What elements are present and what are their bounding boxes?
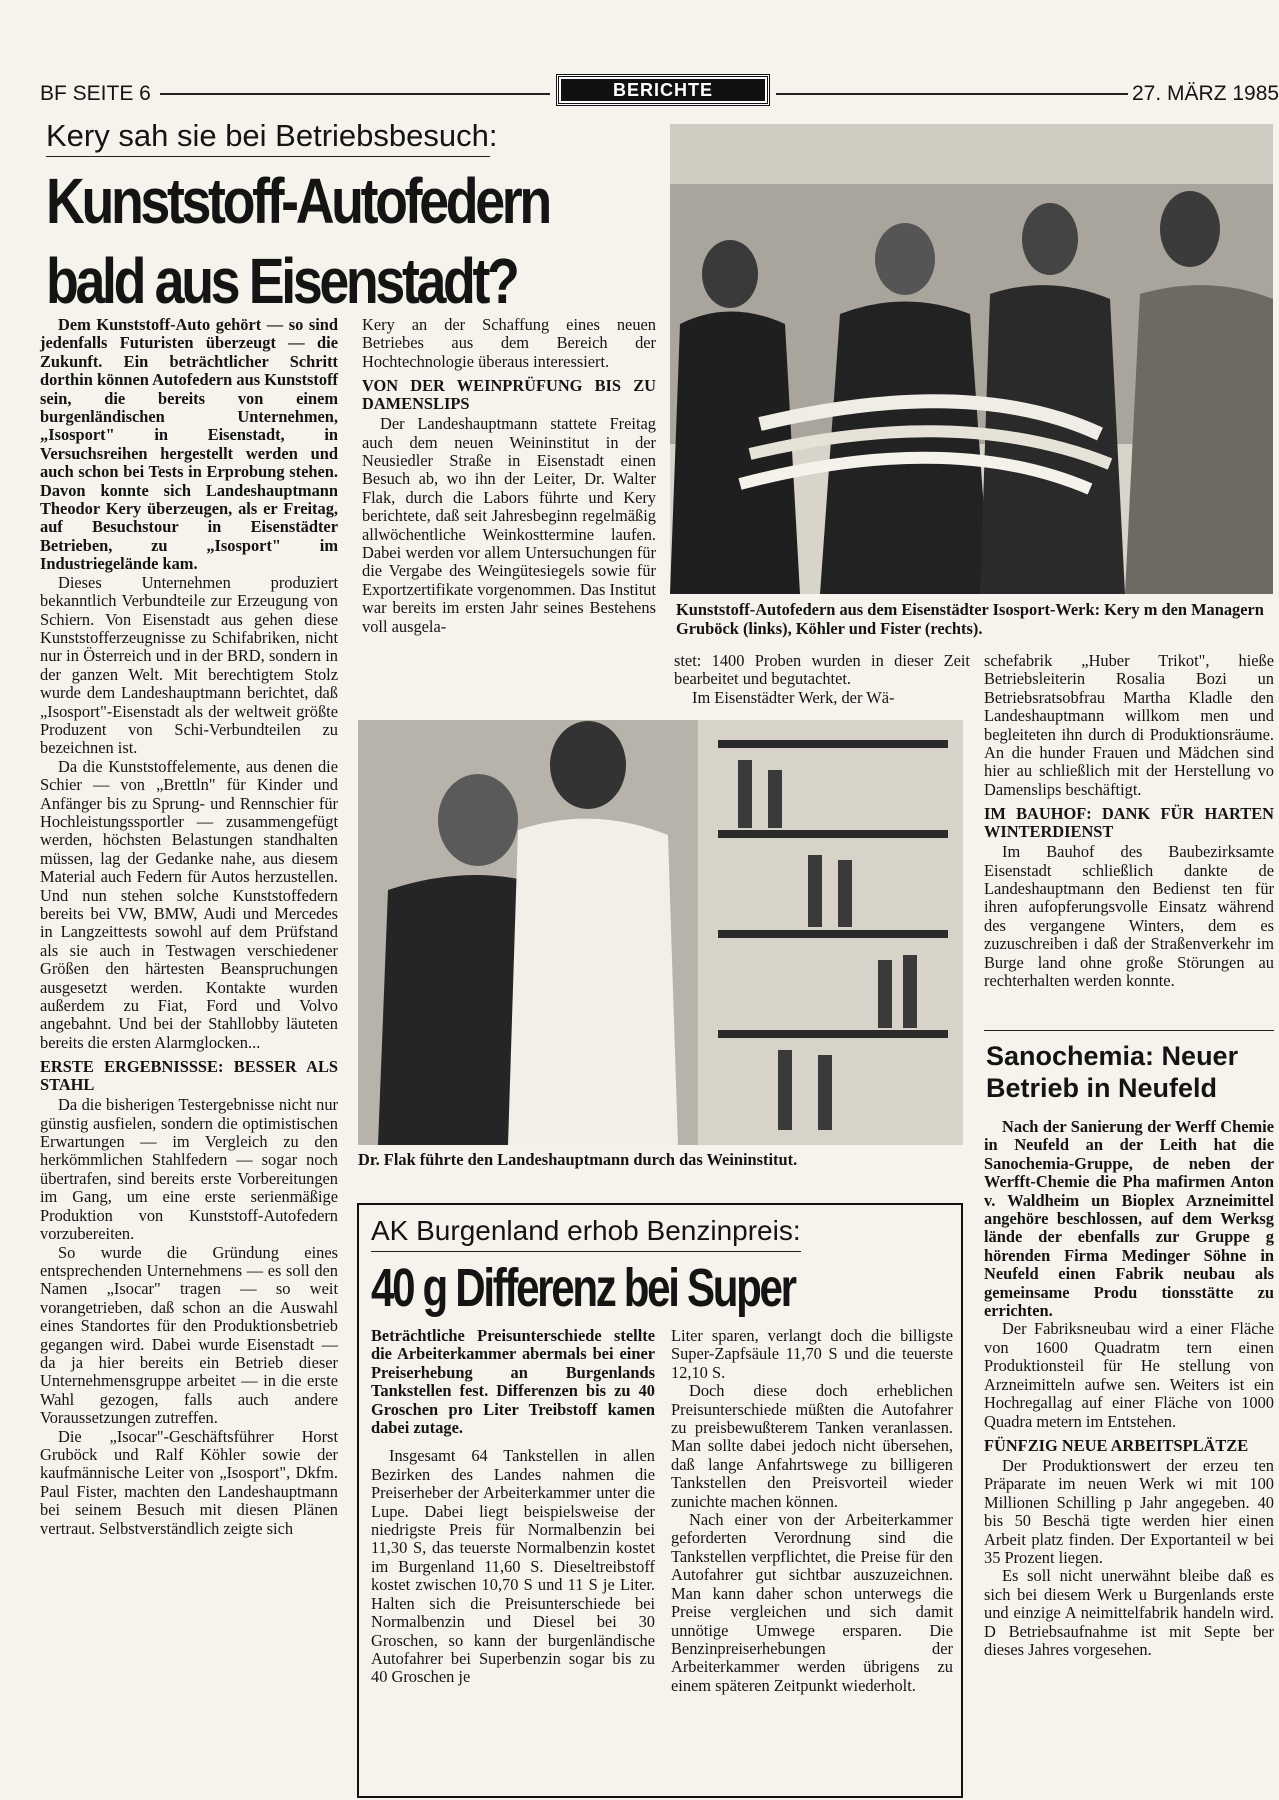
sano-paragraph: Es soll nicht unerwähnt bleibe daß es sich bei diesem Werk u Burgenlands erste und einzige A neimittelfabrik handeln wird. D Betriebsaufnahme ist mit Septe ber dieses Jahres vorgesehen. <box>984 1566 1274 1659</box>
photo-springs-image <box>670 124 1273 594</box>
main-paragraph: So wurde die Gründung eines entsprechenden Unternehmens — es soll den Namen „Isocar" tragen — so weit vorangetrieben, daß schon an die Auswahl eines Standortes für den Produktionsbetrieb gegangen wird. Dabei wurde Eisenstadt — da ja hier bereits ein Betrieb dieser Unternehmensgruppe arbeitet — in die erste Wahl gezogen, falls auch andere Voraussetzungen zutreffen. <box>40 1242 338 1428</box>
masthead-rule-right <box>776 93 1128 95</box>
ak-headline: 40 g Differenz bei Super <box>371 1258 795 1318</box>
main-headline-line2: bald aus Eisenstadt? <box>46 245 517 317</box>
section-label: BERICHTE <box>561 79 765 101</box>
main-paragraph: Im Bauhof des Baubezirksamte Eisenstadt schließlich dankte de Landeshauptmann den Bedienst ten für ihren aufopferungsvolle Einsatz während des vergangene Winters, dem es zuzuschreiben i daß der Straßenverkehr im Burge land ohne große Störungen au rechterhalten werden konnte. <box>984 842 1274 991</box>
main-subheading: VON DER WEINPRÜFUNG BIS ZU DAMENSLIPS <box>362 376 656 414</box>
main-column-1 <box>40 316 338 1538</box>
main-paragraph: Da die bisherigen Testergebnisse nicht nur günstig ausfielen, sondern die optimistischen Erwartungen — im Vergleich zu den herkömmlichen Stahlfedern — sogar noch übertrafen, sind bereits erste Vorbereitungen im Gang, um eine erste serienmäßige Produktion von Kunststoff-Autofedern vorzubereiten. <box>40 1095 338 1244</box>
sano-column <box>984 1118 1274 1659</box>
main-paragraph: Im Eisenstädter Werk, der Wä- <box>692 687 895 707</box>
photo-wine-institute <box>358 720 963 1145</box>
main-column-3 <box>674 652 970 707</box>
main-paragraph: Dieses Unternehmen produziert bekanntlich Verbundteile zur Erzeugung von Schiern. Von Eisenstadt aus gehen diese Kunststofferzeugnisse zu Schifabriken, nicht nur in Österreich und in der BRD, sondern in der ganzen Welt. Mit berechtigtem Stolz wurde dem Landeshauptmann berichtet, daß „Isosport"-Eisenstadt als der weltweit größte Produzent von Schi-Verbundteilen zu bezeichnen ist. <box>40 572 338 758</box>
photo-springs <box>670 124 1273 594</box>
ak-lead: Beträchtliche Preisunterschiede stellte die Arbeiterkammer abermals bei einer Preiserhebung an Burgenlands Tankstellen fest. Differenzen bis zu 40 Groschen pro Liter Treibstoff kamen dabei zutage. <box>371 1326 655 1438</box>
section-banner <box>556 74 770 106</box>
main-paragraph: schefabrik „Huber Trikot", hieße Betriebsleiterin Rosalia Bozi un Betriebsratsobfrau Martha Kladle den Landeshauptmann willkom men und begleiteten ihn durch di Produktionsräume. An die hunder Frauen und Mädchen sind hier au schließlich mit der Herstellung vo Damenslips beschäftigt. <box>984 651 1274 799</box>
main-subheading: IM BAUHOF: DANK FÜR HARTEN WINTERDIENST <box>984 804 1274 842</box>
sano-paragraph: Der Produktionswert der erzeu ten Präparate im neuen Werk wi mit 100 Millionen Schilling p Jahr angegeben. 40 bis 50 Beschä tigte werden hier einen Arbeit platz finden. Der Exportanteil w bei 35 Prozent liegen. <box>984 1455 1274 1567</box>
sano-paragraph: Der Fabriksneubau wird a einer Fläche von 1600 Quadratm tern einen Produktionsteil für He stellung von Arzneimitteln aufwe sen. Weiters ist ein Hochregallag auf einer Fläche von 1000 Quadra metern im Entstehen. <box>984 1319 1274 1431</box>
sano-subheading: FÜNFZIG NEUE ARBEITSPLÄTZE <box>984 1435 1249 1455</box>
main-paragraph: Kery an der Schaffung eines neuen Betriebes aus dem Bereich der Hochtechnologie überaus interessiert. <box>362 315 656 371</box>
sano-headline: Sanochemia: Neuer Betrieb in Neufeld <box>986 1041 1239 1103</box>
main-column-4 <box>984 652 1274 991</box>
ak-column-1 <box>371 1327 655 1687</box>
main-kicker: Kery sah sie bei Betriebsbesuch: <box>46 118 498 153</box>
main-paragraph: Die „Isocar"-Geschäftsführer Horst Gruböck und Ralf Köhler sowie der kaufmännische Leiter von „Isosport", Dkfm. Paul Fister, machten den Landeshauptmann bei seinem Besuch mit diesen Plänen vertraut. Selbstverständlich zeigte sich <box>40 1426 338 1538</box>
main-lead: Dem Kunststoff-Auto gehört — so sind jedenfalls Futuristen überzeugt — die Zukunft. Ein beträchtlicher Schritt dorthin können Autofedern aus Kunststoff sein, die bereits von einem burgenländischen Unternehmen, „Isosport" in Eisenstadt, in Versuchsreihen hergestellt werden und auch schon bei Tests in Erprobung stehen. Davon konnte sich Landeshauptmann Theodor Kery überzeugen, als er Freitag, auf Besuchstour in Eisenstädter Betrieben, zu „Isosport" im Industriegelände kam. <box>40 315 338 574</box>
kicker-underline <box>46 156 490 157</box>
main-column-2 <box>362 316 656 636</box>
photo-springs-caption: Kunststoff-Autofedern aus dem Eisenstädter Isosport-Werk: Kery m den Managern Gruböck (links), Köhler und Fister (rechts). <box>676 600 1264 638</box>
issue-date: 27. MÄRZ 1985 <box>1132 82 1279 105</box>
ak-paragraph: Liter sparen, verlangt doch die billigste Super-Zapfsäule 11,70 S und die teuerste 12,10 S. <box>671 1326 953 1382</box>
sano-lead: Nach der Sanierung der Werff Chemie in Neufeld an der Leith hat die Sanochemia-Gruppe, de neben der Werfft-Chemie die Pha mafirmen Anton v. Waldheim un Bioplex Arzneimittel angehöre beschlossen, auf dem Werksg lände der ebenfalls zur Gruppe g hörenden Firma Medinger Söhne in Neufeld einen Fabrik neubau als gemeinsame Produ tionsstätte zu errichten. <box>984 1117 1274 1321</box>
ak-article-box <box>357 1203 963 1798</box>
main-paragraph: Der Landeshauptmann stattete Freitag auch dem neuen Weininstitut in der Neusiedler Straße in Eisenstadt einen Besuch ab, wo ihn der Leiter, Dr. Walter Flak, durch die Labors führte und Kery berichtete, daß seit Jahresbeginn regelmäßig allwöchentliche Weinkosttermine laufen. Dabei werden vor allem Untersuchungen für die Vergabe des Weingütesiegels sowie für Exportzertifikate vorgenommen. Das Institut war bereits im ersten Jahr seines Bestehens voll ausgela- <box>362 414 656 636</box>
masthead-rule-left <box>160 93 550 95</box>
page-label: BF SEITE 6 <box>40 82 151 105</box>
ak-paragraph: Nach einer von der Arbeiterkammer geforderten Verordnung sind die Tankstellen verpflichtet, die Preise für den Autofahrer gut sichtbar auszuzeichnen. Man kann daher schon unterwegs die Preise vergleichen und sich damit unnötige Umwege ersparen. Die Benzinpreiserhebungen der Arbeiterkammer werden übrigens zu einem späteren Zeitpunkt wiederholt. <box>671 1510 953 1695</box>
main-subheading: ERSTE ERGEBNISSSE: BESSER ALS STAHL <box>40 1057 338 1095</box>
main-headline-line1: Kunststoff-Autofedern <box>46 165 549 237</box>
photo-wine-image <box>358 720 963 1145</box>
ak-kicker: AK Burgenland erhob Benzinpreis: <box>371 1215 801 1246</box>
ak-kicker-underline <box>371 1251 801 1252</box>
main-paragraph: stet: 1400 Proben wurden in dieser Zeit bearbeitet und begutachtet. <box>674 651 970 689</box>
photo-wine-caption: Dr. Flak führte den Landeshauptmann durch das Weininstitut. <box>358 1150 798 1169</box>
main-paragraph: Da die Kunststoffelemente, aus denen die Schier — von „Brettln" für Kinder und Anfänger bis zu Sprung- und Rennschier für Hochleistungssportler — zusammengefügt werden, höchsten Belastungen standhalten müssen, lag der Gedanke nahe, aus diesem Material auch Federn für Autos herzustellen. Und nun stehen solche Kunststoffedern bereits bei VW, BMW, Audi und Mercedes in Langzeittests sowohl auf dem Prüfstand als sie auch in Testwagen verschiedener Größen den härtesten Beanspruchungen ausgesetzt werden. Kontakte wurden außerdem zu Fiat, Ford und Volvo angebahnt. Und bei der Stahllobby läuteten bereits die ersten Alarmglocken... <box>40 756 338 1052</box>
sano-top-rule <box>984 1030 1274 1031</box>
ak-paragraph: Insgesamt 64 Tankstellen in allen Bezirken des Landes nahmen die Preiserheber der Arbeiterkammer unter die Lupe. Dabei liegt beispielsweise der niedrigste Preis für Normalbenzin bei 11,30 S, das teuerste Normalbenzin kostet im Burgenland 11,60 S. Dieseltreibstoff kostet zwischen 10,70 S und 11 S je Liter. Halten sich die Preisunterschiede bei Normalbenzin und Diesel bei 30 Groschen, so kann der burgenländische Autofahrer bei Superbenzin sogar bis zu 40 Groschen je <box>371 1446 655 1687</box>
ak-paragraph: Doch diese doch erheblichen Preisunterschiede müßten die Autofahrer zu preisbewußterem Tanken veranlassen. Man sollte dabei jedoch nicht übersehen, daß lange Anfahrtswege zu billigeren Tankstellen den Preisvorteil wieder zunichte machen können. <box>671 1381 953 1511</box>
ak-column-2 <box>671 1327 953 1695</box>
